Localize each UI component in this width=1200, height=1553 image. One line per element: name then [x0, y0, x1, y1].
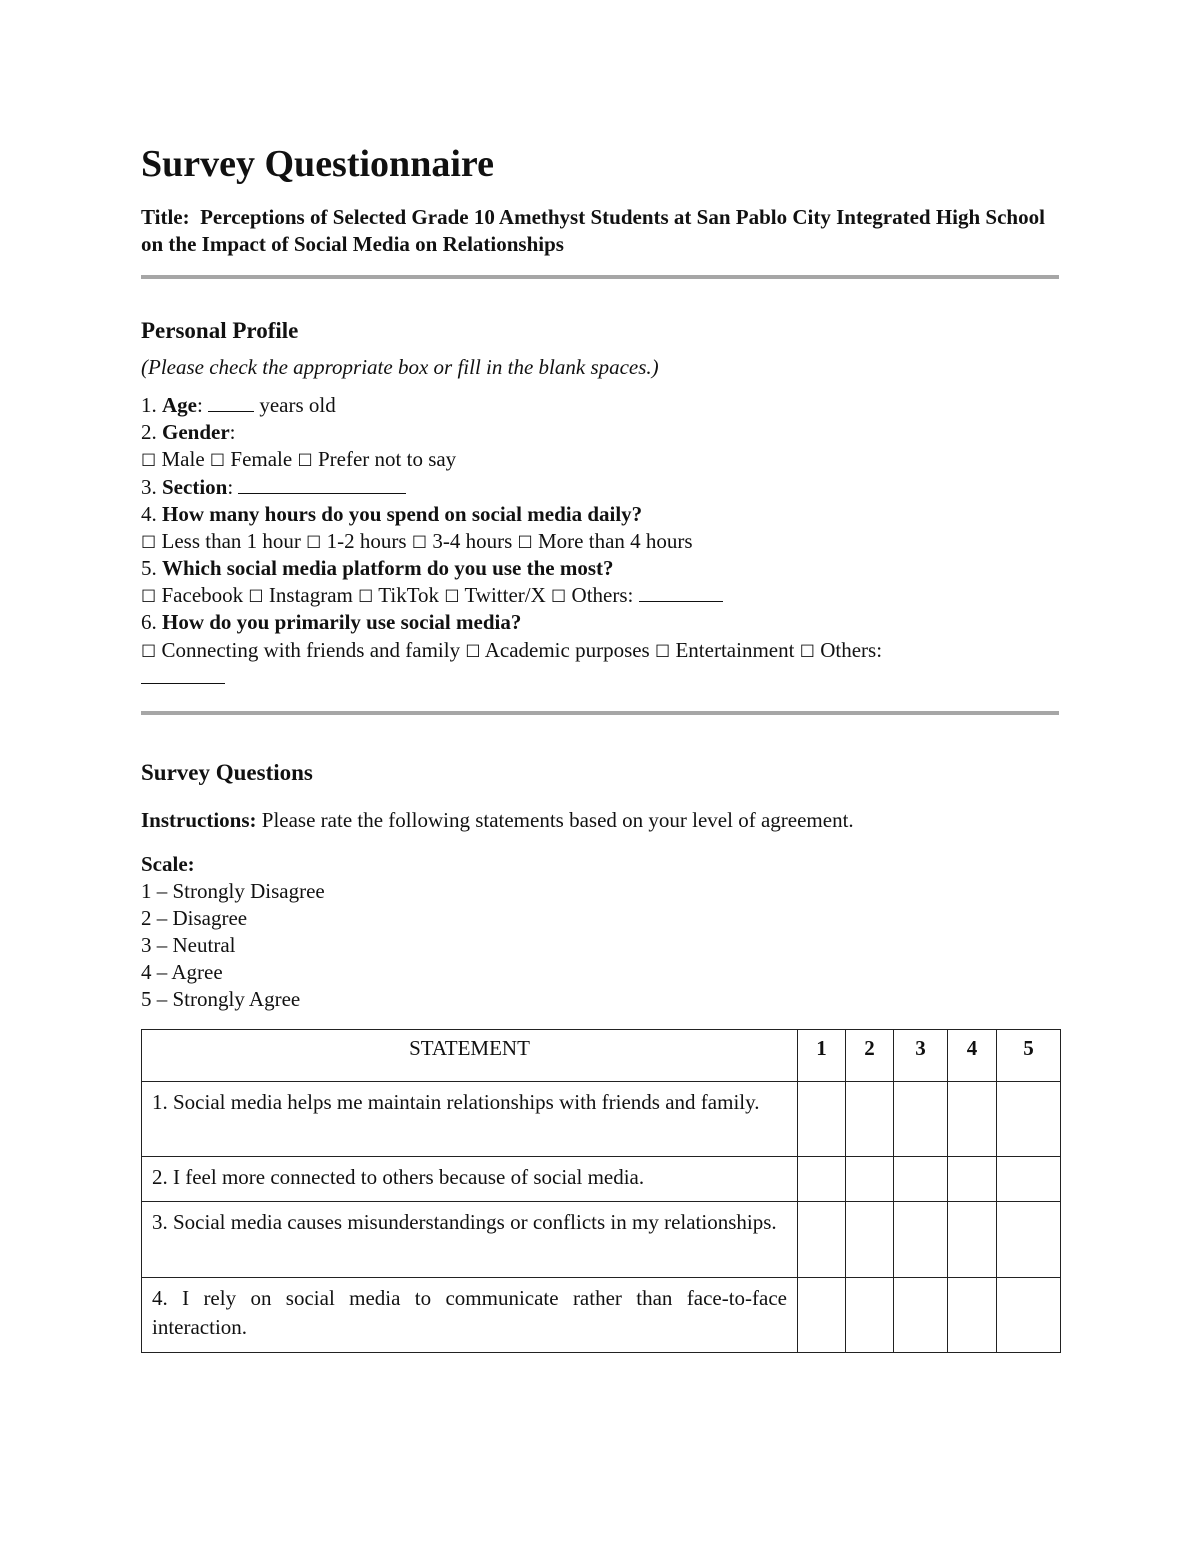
question-section: 3. Section: — [141, 474, 406, 501]
question-number: 4. — [141, 502, 157, 526]
checkbox-icon[interactable]: ☐ — [141, 533, 157, 553]
rating-cell[interactable] — [894, 1082, 948, 1157]
question-usage — [141, 609, 521, 636]
checkbox-icon[interactable]: ☐ — [465, 642, 481, 662]
age-blank[interactable] — [208, 392, 254, 412]
checkbox-icon[interactable]: ☐ — [297, 451, 313, 471]
scale-item: 2 – Disagree — [141, 906, 248, 930]
question-number: 6. — [141, 610, 157, 634]
research-title — [141, 204, 1059, 258]
age-suffix: years old — [259, 393, 336, 417]
research-title-label: Title: — [141, 205, 190, 229]
section-divider — [141, 275, 1059, 279]
checkbox-icon[interactable]: ☐ — [248, 587, 264, 607]
option-male[interactable]: ☐ Male — [141, 447, 205, 471]
option-others[interactable]: ☐ Others: — [799, 638, 883, 662]
scale-item: 1 – Strongly Disagree — [141, 879, 325, 903]
section-blank[interactable] — [238, 474, 406, 494]
option-prefer-not-to-say[interactable]: ☐ Prefer not to say — [297, 447, 457, 471]
table-row — [142, 1082, 1061, 1157]
question-hours — [141, 501, 642, 528]
checkbox-icon[interactable]: ☐ — [444, 587, 460, 607]
rating-table — [141, 1029, 1061, 1353]
rating-cell[interactable] — [798, 1202, 846, 1278]
gender-options — [141, 446, 456, 475]
survey-questions-heading: Survey Questions — [141, 760, 313, 785]
rating-cell[interactable] — [997, 1278, 1061, 1353]
rating-cell[interactable] — [997, 1082, 1061, 1157]
checkbox-icon[interactable]: ☐ — [517, 533, 533, 553]
question-label: How many hours do you spend on social media daily? — [162, 502, 643, 526]
option-twitter-x[interactable]: ☐ Twitter/X — [444, 583, 546, 607]
scale-item: 4 – Agree — [141, 960, 223, 984]
option-less-than-1-hour[interactable]: ☐ Less than 1 hour — [141, 529, 301, 553]
option-3-4-hours[interactable]: ☐ 3-4 hours — [411, 529, 513, 553]
rating-cell[interactable] — [948, 1202, 997, 1278]
checkbox-icon[interactable]: ☐ — [799, 642, 815, 662]
rating-cell[interactable] — [846, 1157, 894, 1202]
option-female[interactable]: ☐ Female — [209, 447, 293, 471]
option-academic[interactable]: ☐ Academic purposes — [465, 638, 650, 662]
header-statement: STATEMENT — [142, 1030, 798, 1082]
rating-cell[interactable] — [798, 1157, 846, 1202]
header-rating-3: 3 — [894, 1030, 948, 1082]
profile-instruction: (Please check the appropriate box or fill in the blank spaces.) — [141, 355, 659, 379]
instructions-text: Please rate the following statements based on your level of agreement. — [261, 808, 854, 832]
rating-cell[interactable] — [846, 1278, 894, 1353]
scale-item: 3 – Neutral — [141, 933, 236, 957]
rating-cell[interactable] — [798, 1082, 846, 1157]
header-rating-1: 1 — [798, 1030, 846, 1082]
rating-cell[interactable] — [948, 1157, 997, 1202]
question-platform — [141, 555, 614, 582]
rating-cell[interactable] — [846, 1202, 894, 1278]
question-number: 3. — [141, 475, 157, 499]
rating-cell[interactable] — [997, 1157, 1061, 1202]
instructions-label: Instructions: — [141, 808, 257, 832]
rating-cell[interactable] — [948, 1278, 997, 1353]
personal-profile-heading: Personal Profile — [141, 318, 299, 343]
checkbox-icon[interactable]: ☐ — [209, 451, 226, 471]
statement-cell: 4. I rely on social media to communicate rather than face-to-face interaction. — [142, 1278, 798, 1353]
rating-cell[interactable] — [846, 1082, 894, 1157]
checkbox-icon[interactable]: ☐ — [411, 533, 428, 553]
section-divider — [141, 711, 1059, 715]
option-connecting[interactable]: ☐ Connecting with friends and family — [141, 638, 461, 662]
checkbox-icon[interactable]: ☐ — [141, 451, 157, 471]
question-label: Which social media platform do you use the most? — [162, 556, 614, 580]
usage-others-line — [141, 664, 225, 691]
checkbox-icon[interactable]: ☐ — [141, 642, 157, 662]
rating-cell[interactable] — [894, 1278, 948, 1353]
statement-cell: 1. Social media helps me maintain relationships with friends and family. — [142, 1082, 798, 1157]
rating-cell[interactable] — [894, 1202, 948, 1278]
hours-options — [141, 528, 693, 557]
question-label: Age — [162, 393, 197, 417]
header-rating-4: 4 — [948, 1030, 997, 1082]
checkbox-icon[interactable]: ☐ — [551, 587, 567, 607]
checkbox-icon[interactable]: ☐ — [141, 587, 157, 607]
usage-others-blank[interactable] — [141, 664, 225, 684]
statement-cell: 2. I feel more connected to others because of social media. — [142, 1157, 798, 1202]
option-1-2-hours[interactable]: ☐ 1-2 hours — [306, 529, 407, 553]
statement-cell: 3. Social media causes misunderstandings or conflicts in my relationships. — [142, 1202, 798, 1278]
question-number: 5. — [141, 556, 157, 580]
rating-cell[interactable] — [894, 1157, 948, 1202]
scale-label: Scale: — [141, 852, 195, 876]
question-gender: 2. Gender: — [141, 420, 236, 444]
checkbox-icon[interactable]: ☐ — [358, 587, 374, 607]
table-row — [142, 1202, 1061, 1278]
research-title-text: Perceptions of Selected Grade 10 Amethyst Students at San Pablo City Integrated High School on the Impact of Social Media on Relationships — [141, 205, 1045, 256]
question-label: Section — [162, 475, 228, 499]
question-age: 1. Age: years old — [141, 393, 336, 417]
option-facebook[interactable]: ☐ Facebook — [141, 583, 244, 607]
survey-instructions — [141, 807, 854, 834]
checkbox-icon[interactable]: ☐ — [306, 533, 322, 553]
option-tiktok[interactable]: ☐ TikTok — [358, 583, 440, 607]
platform-options — [141, 582, 723, 611]
rating-cell[interactable] — [997, 1202, 1061, 1278]
option-more-than-4-hours[interactable]: ☐ More than 4 hours — [517, 529, 693, 553]
rating-cell[interactable] — [948, 1082, 997, 1157]
header-rating-2: 2 — [846, 1030, 894, 1082]
option-entertainment[interactable]: ☐ Entertainment — [654, 638, 795, 662]
question-label: How do you primarily use social media? — [162, 610, 522, 634]
platform-others-blank[interactable] — [639, 582, 723, 602]
checkbox-icon[interactable]: ☐ — [654, 642, 671, 662]
rating-cell[interactable] — [798, 1278, 846, 1353]
question-number: 1. — [141, 393, 157, 417]
table-row — [142, 1157, 1061, 1202]
scale-item: 5 – Strongly Agree — [141, 987, 301, 1011]
question-number: 2. — [141, 420, 157, 444]
document-title: Survey Questionnaire — [141, 143, 494, 185]
table-header-row — [142, 1030, 1061, 1082]
option-instagram[interactable]: ☐ Instagram — [248, 583, 353, 607]
option-others[interactable]: ☐ Others: — [551, 583, 634, 607]
question-label: Gender — [162, 420, 230, 444]
usage-options — [141, 637, 882, 666]
header-rating-5: 5 — [997, 1030, 1061, 1082]
table-row — [142, 1278, 1061, 1353]
